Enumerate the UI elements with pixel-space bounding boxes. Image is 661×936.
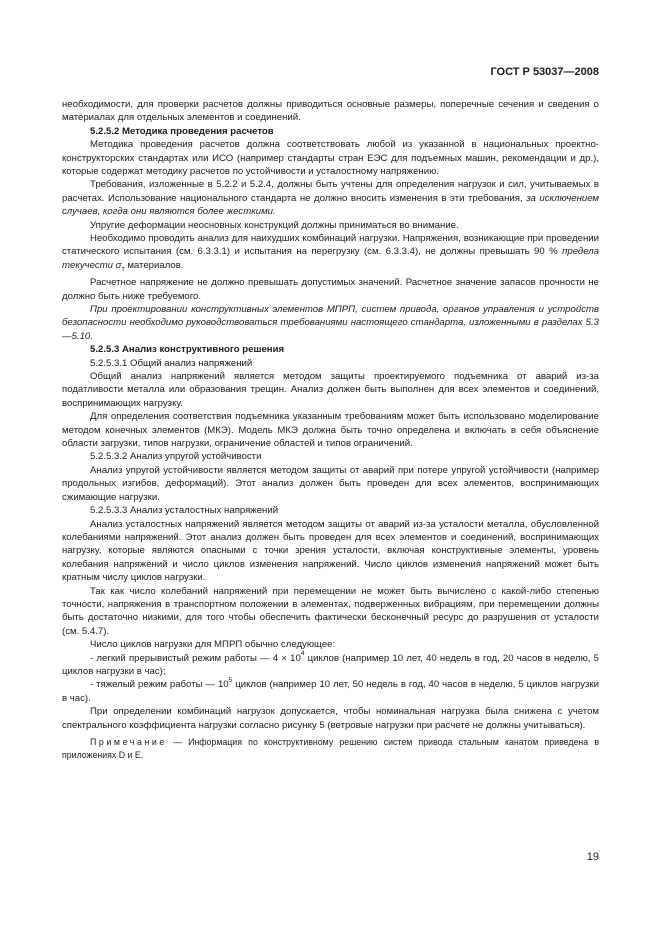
section-heading-5-2-5-2: 5.2.5.2 Методика проведения расчетов [90,125,274,137]
note-label: Примечание [90,737,167,747]
paragraph: Общий анализ напряжений является методом защиты проектируемого подъемника от аварий из-за податливости металла или образования трещин. Анализ должен быть выполнен для всех элементов и соединений, воспринимающих нагрузку. [62,371,599,409]
paragraph: Требования, изложенные в 5.2.2 и 5.2.4, должны быть учтены для определения нагрузок и сил, учитываемых в расчетах. Использование национального стандарта не должно вносить изменения в эти требования, за исключением случаев, когда они являются более жесткими. [62,179,599,218]
note [62,736,599,762]
note-text: — Информация по конструктивному решению систем привода стальным канатом приведена в приложениях D и E. [62,737,599,760]
paragraph-continuation: необходимости, для проверки расчетов должны приводиться основные размеры, поперечные сечения и сведения о материалах для отдельных элементов и соединений. [62,99,599,124]
paragraph: Анализ упругой устойчивости является методом защиты от аварий при потере упругой устойчивости (например продольных изгибов, деформаций). Этот анализ должен быть проведен для всех элементов, воспринимающих сжимающие нагрузки. [62,464,599,503]
paragraph: Так как число колебаний напряжений при перемещении не может быть вычислено с какой-либо степенью точности, напряжения в транспортном положении в элементах, подверженных вибрациям, при перемещении должны быть достаточно низкими, для того чтобы обеспечить фактически бесконечный ресурс до разрушения от усталости (см. 5.4.7). [62,585,599,637]
paragraph-italic: При проектировании конструктивных элементов МПРП, систем привода, органов управления и устройств безопасности необходимо руководствоваться требованиями настоящего стандарта, изложенными в разделах 5.3—5.10. [62,304,599,342]
document-header: ГОСТ Р 53037—2008 [490,66,599,78]
paragraph: При определении комбинаций нагрузок допускается, чтобы номинальная нагрузка была снижена с учетом спектрального коэффициента нагрузки согласно рисунку 5 (ветровые нагрузки при расчете не должны учитываться). [62,706,599,731]
document-body [62,98,599,762]
paragraph: Необходимо проводить анализ для наихудших комбинаций нагрузки. Напряжения, возникающие при проведении статического испытания (см. 6.3.3.1) и испытания на перегрузку (см. 6.3.3.4), не должны превышать 90 % предела текучести $\sigma_т$ материалов. [62,233,599,273]
paragraph: Число циклов нагрузки для МПРП обычно следующее: [90,639,336,651]
paragraph: Для определения соответствия подъемника указанным требованиям может быть использовано моделирование методом конечных элементов (МКЭ). Модель МКЭ должна быть точно определена и включать в себя объяснение области загрузки, типов нагрузки, ограничение областей и типов ограничений. [62,411,599,450]
subsection-heading: 5.2.5.3.2 Анализ упругой устойчивости [90,451,262,463]
page-number: 19 [586,851,599,863]
section-heading-5-2-5-3: 5.2.5.3 Анализ конструктивного решения [90,344,285,356]
paragraph: Упругие деформации неосновных конструкций должны приниматься во внимание. [90,219,459,231]
list-item: - тяжелый режим работы — $10^5$ циклов (например 10 лет, 50 недель в год, 40 часов в неделю, 5 циклов нагрузки в час). [62,677,599,704]
paragraph: Методика проведения расчетов должна соответствовать любой из указанной в национальных проектно-конструкторских стандартах или ИСО (например стандарты стран ЕЭС для подъемных машин, рекомендации и др.), которые содержат методику расчетов по устойчивости и усталостному напряжению. [62,139,599,178]
paragraph: Анализ усталостных напряжений является методом защиты от аварий из-за усталости металла, обусловленной колебаниями напряжений. Этот анализ должен быть проведен для всех элементов и соединений, воспринимающих нагрузку, которые являются опасными с точки зрения усталости, включая конструктивные элементы, уровень колебания напряжений и число циклов изменения напряжений. Число циклов изменения напряжений может быть кратным числу циклов нагрузки. [62,518,599,584]
list-item: - легкий прерывистый режим работы — $4 \times 10^4$ циклов (например 10 лет, 40 недель в год, 20 часов в неделю, 5 циклов нагрузки в час); [62,650,599,677]
paragraph: Расчетное напряжение не должно превышать допустимых значений. Расчетное значение запасов прочности не должно быть ниже требуемого. [62,277,599,302]
subsection-heading: 5.2.5.3.1 Общий анализ напряжений [90,357,253,369]
subsection-heading: 5.2.5.3.3 Анализ усталостных напряжений [90,505,279,517]
